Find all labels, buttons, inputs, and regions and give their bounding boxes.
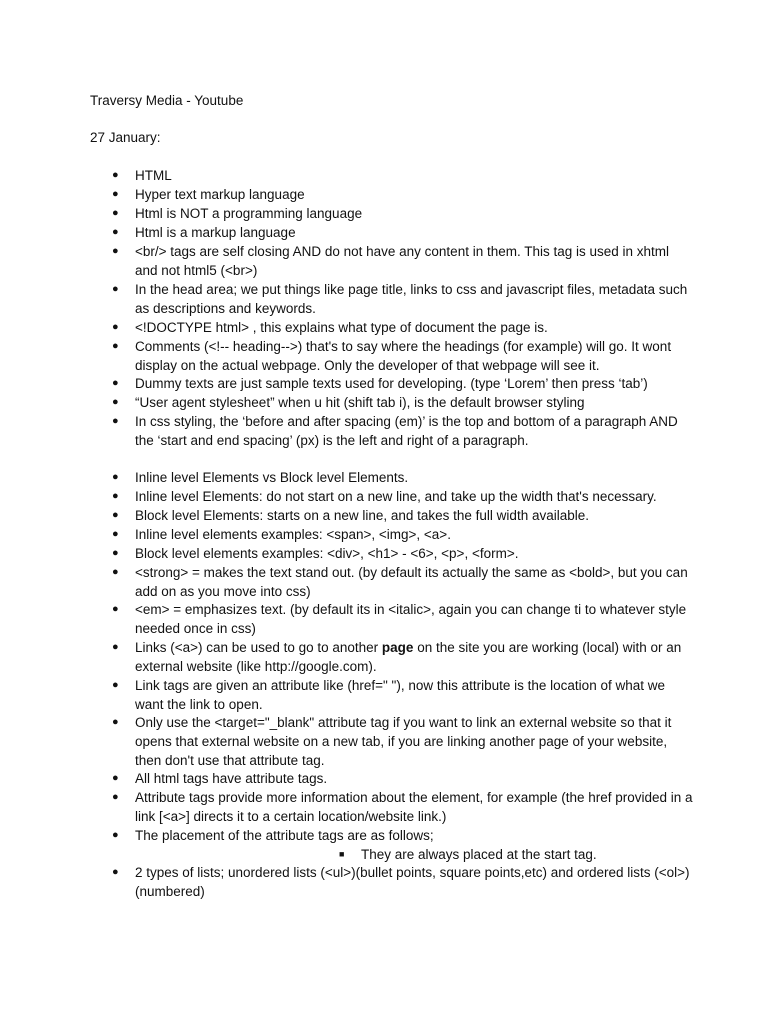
list-item: <!DOCTYPE html> , this explains what type of document the page is. <box>135 320 548 335</box>
bullet-icon: ● <box>112 226 119 238</box>
bullet-icon: ● <box>112 169 119 181</box>
date-heading: 27 January: <box>90 130 161 145</box>
list-item: <strong> = makes the text stand out. (by default its actually the same as <bold>, but you can add on as you move into css) <box>135 565 688 599</box>
links-text-after: on the site you are working (local) with or an external website (like http://google.com). <box>135 640 682 674</box>
list-item: <em> = emphasizes text. (by default its in <italic>, again you can change ti to whatever style needed once in css) <box>135 602 687 636</box>
bullet-icon: ● <box>112 245 119 257</box>
list-item: Comments (<!-- heading-->) that's to say where the headings (for example) will go. It wont display on the actual webpage. Only the developer of that webpage will see it. <box>135 339 672 373</box>
bullet-icon: ● <box>112 415 119 427</box>
bullet-icon: ● <box>112 791 119 803</box>
list-item: Inline level elements examples: <span>, <img>, <a>. <box>135 527 451 542</box>
list-item-links <box>135 638 695 676</box>
bullet-icon: ● <box>112 471 119 483</box>
links-bold-word: page <box>381 640 414 655</box>
list-item: Html is a markup language <box>135 225 296 240</box>
bullet-icon: ● <box>112 566 119 578</box>
bullet-icon: ● <box>112 283 119 295</box>
list-item: Html is NOT a programming language <box>135 206 363 221</box>
bullet-icon: ● <box>112 716 119 728</box>
links-text-before: Links (<a>) can be used to go to another <box>135 640 382 655</box>
bullet-icon: ● <box>112 188 119 200</box>
bullet-icon: ● <box>112 490 119 502</box>
bullet-icon: ● <box>112 641 119 653</box>
list-item: Inline level Elements: do not start on a new line, and take up the width that's necessary. <box>135 489 657 504</box>
bullet-icon: ● <box>112 207 119 219</box>
list-item: Block level elements examples: <div>, <h1> - <6>, <p>, <form>. <box>135 546 519 561</box>
bullet-icon: ● <box>112 396 119 408</box>
list-item: Block level Elements: starts on a new line, and takes the full width available. <box>135 508 589 523</box>
list-item: In css styling, the ‘before and after spacing (em)’ is the top and bottom of a paragraph AND the ‘start and end spacing’ (px) is the left and right of a paragraph. <box>135 414 678 448</box>
bullet-icon: ● <box>112 509 119 521</box>
list-item: Hyper text markup language <box>135 187 305 202</box>
bullet-icon: ● <box>112 679 119 691</box>
list-item: Inline level Elements vs Block level Elements. <box>135 470 409 485</box>
document-title: Traversy Media - Youtube <box>90 93 244 108</box>
bullet-icon: ● <box>112 603 119 615</box>
list-item: Dummy texts are just sample texts used for developing. (type ‘Lorem’ then press ‘tab’) <box>135 376 648 391</box>
list-item: <br/> tags are self closing AND do not have any content in them. This tag is used in xhtml and not html5 (<br>) <box>135 244 670 278</box>
list-item: The placement of the attribute tags are as follows; <box>135 828 434 843</box>
list-item: In the head area; we put things like page title, links to css and javascript files, metadata such as descriptions and keywords. <box>135 282 688 316</box>
bullet-icon: ● <box>112 772 119 784</box>
bullet-icon: ● <box>112 321 119 333</box>
list-item: “User agent stylesheet” when u hit (shift tab i), is the default browser styling <box>135 395 585 410</box>
list-item: Only use the <target="_blank" attribute tag if you want to link an external website so that it opens that external website on a new tab, if you are linking another page of your website, then don't use that attribute tag. <box>135 715 672 768</box>
bullet-icon: ● <box>112 866 119 878</box>
sub-list-item: They are always placed at the start tag. <box>361 847 597 862</box>
bullet-icon: ● <box>112 340 119 352</box>
list-item: Link tags are given an attribute like (href=" "), now this attribute is the location of what we want the link to open. <box>135 678 665 712</box>
bullet-icon: ● <box>112 829 119 841</box>
bullet-icon: ● <box>112 528 119 540</box>
list-item: Attribute tags provide more information about the element, for example (the href provided in a link [<a>] directs it to a certain location/website link.) <box>135 790 693 824</box>
bullet-icon: ● <box>112 547 119 559</box>
bullet-icon: ● <box>112 377 119 389</box>
list-item: 2 types of lists; unordered lists (<ul>)(bullet points, square points,etc) and ordered lists (<ol>)(numbered) <box>135 865 690 899</box>
square-bullet-icon: ■ <box>339 849 345 859</box>
list-item: HTML <box>135 168 172 183</box>
list-item: All html tags have attribute tags. <box>135 771 328 786</box>
